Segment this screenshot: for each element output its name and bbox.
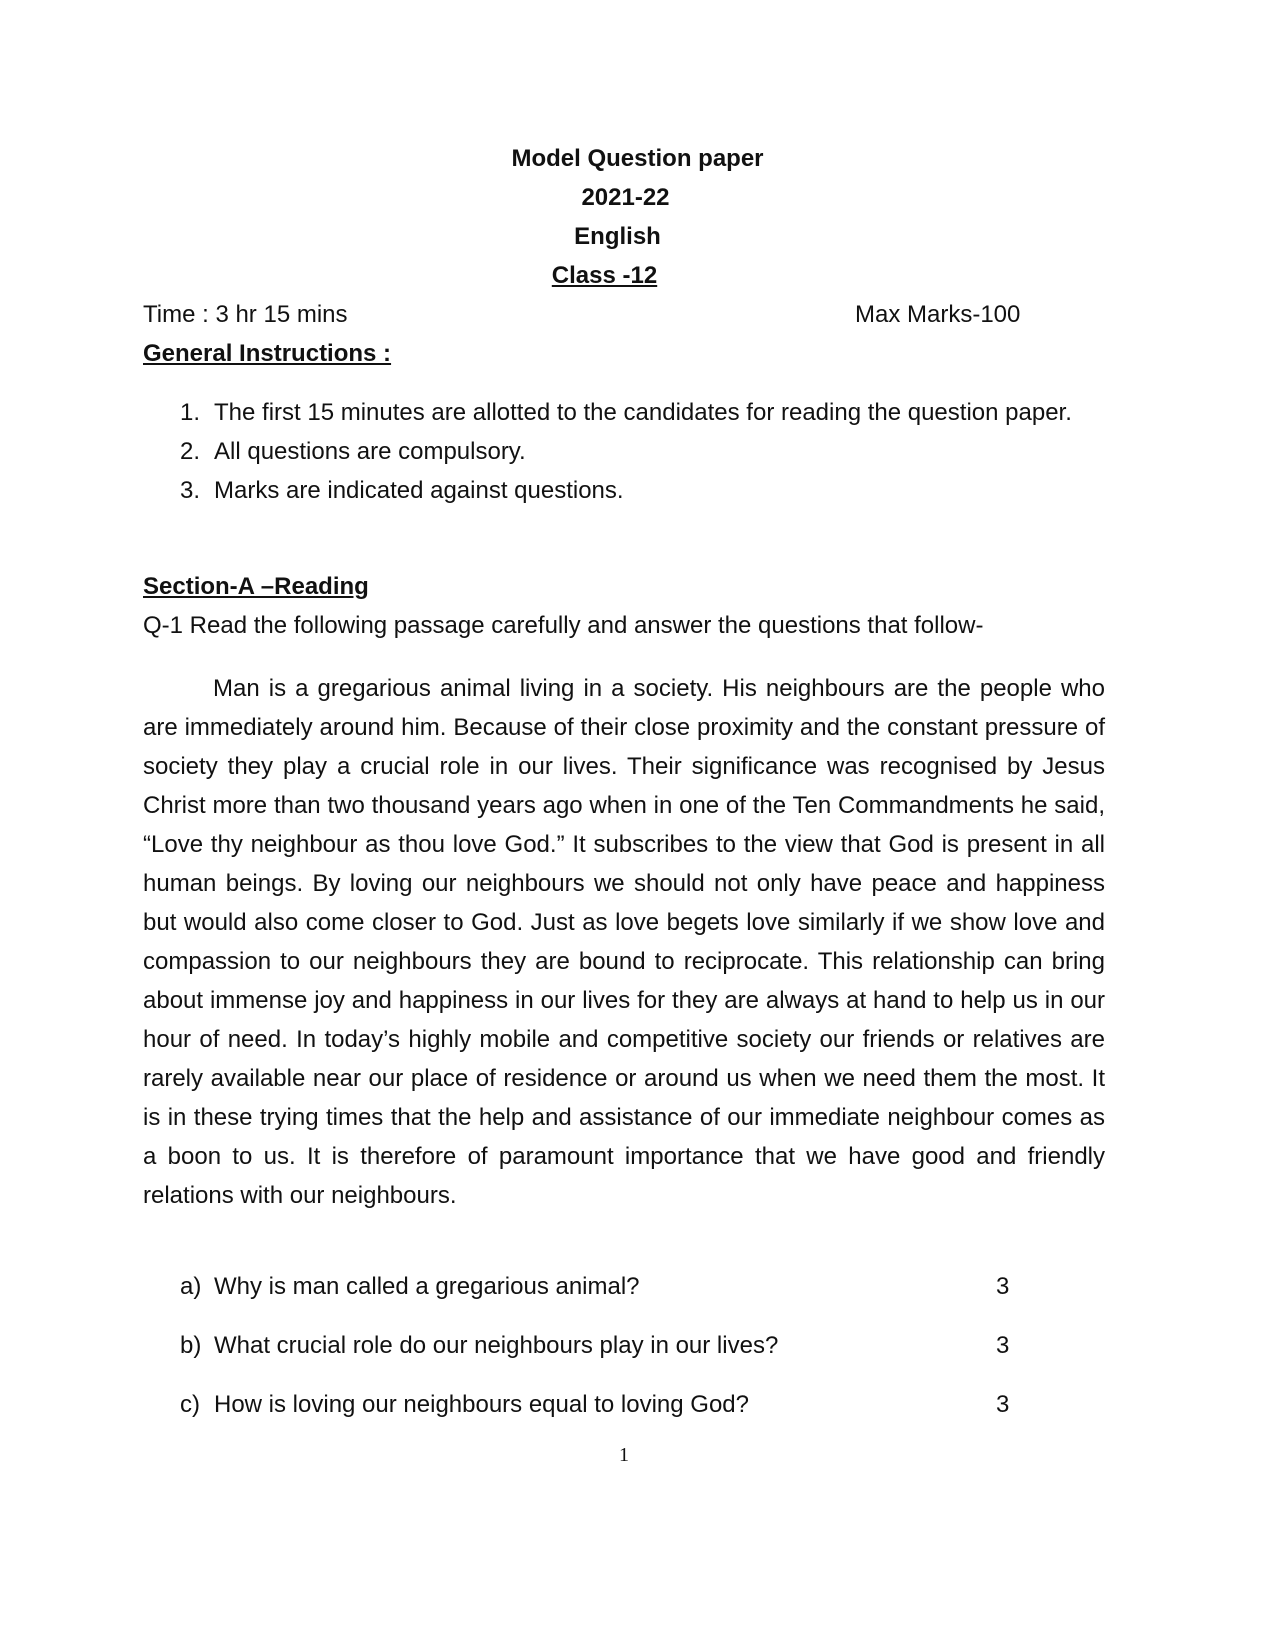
class-label: Class -12 [551,262,658,289]
question-label: a) [180,1273,202,1300]
max-marks: Max Marks-100 [855,301,1021,328]
question-marks: 3 [996,1273,1010,1300]
question-marks: 3 [996,1391,1010,1418]
general-instructions-heading: General Instructions : [143,340,392,367]
instruction-number: 3. [180,477,201,504]
instructions-list [180,393,1105,510]
instruction-text: Marks are indicated against questions. [214,477,624,504]
instruction-number: 1. [180,399,201,426]
instruction-text: All questions are compulsory. [214,438,526,465]
q1-prompt: Q-1 Read the following passage carefully and answer the questions that follow- [143,612,984,639]
question-text: How is loving our neighbours equal to loving God? [214,1391,749,1418]
reading-passage: Man is a gregarious animal living in a society. His neighbours are the people who are immediately around him. Because of their close proximity and the constant pressure of society they play a crucial role in our lives. Their significance was recognised by Jesus Christ more than two thousand years ago when in one of the Ten Commandments he said, “Love thy neighbour as thou love God.” It subscribes to the view that God is present in all human beings. By loving our neighbours we should not only have peace and happiness but would also come closer to God. Just as love begets love similarly if we show love and compassion to our neighbours they are bound to reciprocate. This relationship can bring about immense joy and happiness in our lives for they are always at hand to help us in our hour of need. In today’s highly mobile and competitive society our friends or relatives are rarely available near our place of residence or around us when we need them the most. It is in these trying times that the help and assistance of our immediate neighbour comes as a boon to us. It is therefore of paramount importance that we have good and friendly relations with our neighbours. [143,675,1105,1209]
question-text: Why is man called a gregarious animal? [214,1273,640,1300]
page-number: 1 [619,1444,629,1466]
instruction-item [180,471,1105,510]
question-label: c) [180,1391,200,1418]
paper-subject: English [574,223,661,250]
exam-time: Time : 3 hr 15 mins [143,301,348,328]
instruction-text: The first 15 minutes are allotted to the candidates for reading the question paper. [214,399,1072,426]
question-text: What crucial role do our neighbours play in our lives? [214,1332,779,1359]
paper-title: Model Question paper [511,145,764,172]
section-a-heading: Section-A –Reading [143,573,369,600]
instruction-item [180,393,1105,432]
paper-session: 2021-22 [581,184,670,211]
question-marks: 3 [996,1332,1010,1359]
paper-class [0,261,1242,291]
question-label: b) [180,1332,202,1359]
instruction-item [180,432,1105,471]
instruction-number: 2. [180,438,201,465]
